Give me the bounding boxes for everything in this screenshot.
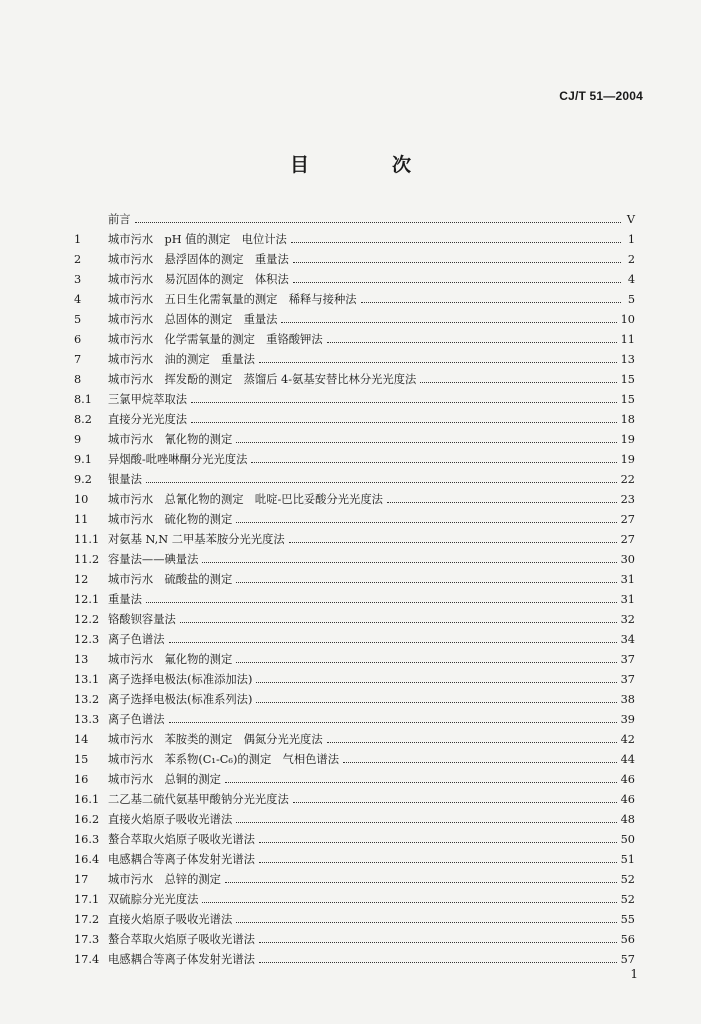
toc-entry bbox=[74, 609, 635, 629]
toc-entry-title: 异烟酸-吡唑啉酮分光光度法 bbox=[108, 453, 248, 466]
toc-entry-page: 42 bbox=[620, 732, 635, 746]
toc-entry bbox=[74, 409, 635, 429]
toc-entry-title: 城市污水 易沉固体的测定 体积法 bbox=[108, 273, 289, 286]
toc-entry-number: 12.2 bbox=[74, 612, 100, 626]
toc-entry-title: 城市污水 总锌的测定 bbox=[108, 873, 221, 886]
toc-entry bbox=[74, 889, 635, 909]
toc-entry-title: 城市污水 苯胺类的测定 偶氮分光光度法 bbox=[108, 733, 323, 746]
toc-entry-page: 4 bbox=[627, 272, 635, 286]
toc-entry bbox=[74, 749, 635, 769]
toc-entry-number: 2 bbox=[74, 252, 82, 266]
toc-leader-dots bbox=[259, 362, 617, 363]
toc-entry bbox=[74, 309, 635, 329]
toc-entry bbox=[74, 269, 635, 289]
toc-entry-number: 1 bbox=[74, 232, 82, 246]
toc-entry-title: 离子选择电极法(标准添加法) bbox=[108, 673, 253, 686]
toc-entry-number: 9 bbox=[74, 432, 82, 446]
toc-entry-title: 离子选择电极法(标准系列法) bbox=[108, 693, 253, 706]
toc-entry bbox=[74, 629, 635, 649]
toc-entry-number: 11.2 bbox=[74, 552, 100, 566]
toc-leader-dots bbox=[259, 962, 617, 963]
toc-entry-page: 22 bbox=[620, 472, 635, 486]
toc-entry-page: 19 bbox=[620, 432, 635, 446]
toc-entry-page: 23 bbox=[620, 492, 635, 506]
toc-entry-number: 7 bbox=[74, 352, 82, 366]
toc-entry-title: 直接分光光度法 bbox=[108, 413, 188, 426]
toc-entry-number: 6 bbox=[74, 332, 82, 346]
toc-entry bbox=[74, 509, 635, 529]
toc-entry-title: 前言 bbox=[108, 213, 131, 226]
toc-leader-dots bbox=[256, 682, 616, 683]
toc-entry bbox=[74, 929, 635, 949]
toc-entry-title: 城市污水 五日生化需氧量的测定 稀释与接种法 bbox=[108, 293, 357, 306]
toc-entry bbox=[74, 329, 635, 349]
toc-entry bbox=[74, 549, 635, 569]
toc-entry-page: 2 bbox=[627, 252, 635, 266]
toc-entry-number: 16.1 bbox=[74, 792, 100, 806]
toc-leader-dots bbox=[225, 882, 617, 883]
page-title: 目 次 bbox=[289, 154, 443, 176]
toc-entry bbox=[74, 369, 635, 389]
toc-leader-dots bbox=[387, 502, 617, 503]
toc-leader-dots bbox=[293, 262, 621, 263]
toc-entry-page: 37 bbox=[620, 672, 635, 686]
toc-entry-number: 4 bbox=[74, 292, 82, 306]
toc-entry-number: 13.3 bbox=[74, 712, 100, 726]
toc-entry-title: 螯合萃取火焰原子吸收光谱法 bbox=[108, 833, 255, 846]
toc-entry-number: 12 bbox=[74, 572, 89, 586]
toc-entry-page: 52 bbox=[620, 892, 635, 906]
toc-entry-title: 城市污水 总固体的测定 重量法 bbox=[108, 313, 278, 326]
toc-entry-page: 18 bbox=[620, 412, 635, 426]
toc-entry-title: 城市污水 挥发酚的测定 蒸馏后 4-氨基安替比林分光光度法 bbox=[108, 373, 417, 386]
toc-leader-dots bbox=[236, 922, 616, 923]
toc-entry-title: 城市污水 氰化物的测定 bbox=[108, 433, 233, 446]
toc-entry-page: 10 bbox=[620, 312, 635, 326]
toc-entry-number: 16 bbox=[74, 772, 89, 786]
page-number: 1 bbox=[630, 967, 638, 981]
toc-entry-title: 二乙基二硫代氨基甲酸钠分光光度法 bbox=[108, 793, 289, 806]
toc-entry bbox=[74, 869, 635, 889]
toc-entry bbox=[74, 389, 635, 409]
toc-entry bbox=[74, 429, 635, 449]
toc-entry-page: 50 bbox=[620, 832, 635, 846]
toc-entry-title: 螯合萃取火焰原子吸收光谱法 bbox=[108, 933, 255, 946]
toc-entry-title: 城市污水 化学需氧量的测定 重铬酸钾法 bbox=[108, 333, 323, 346]
toc-entry-page: 30 bbox=[620, 552, 635, 566]
toc-leader-dots bbox=[202, 562, 616, 563]
toc-entry-title: 重量法 bbox=[108, 593, 142, 606]
toc-entry bbox=[74, 689, 635, 709]
toc-leader-dots bbox=[236, 442, 616, 443]
toc-entry-number: 5 bbox=[74, 312, 82, 326]
standard-code: CJ/T 51—2004 bbox=[559, 89, 643, 103]
toc-entry-title: 城市污水 硫化物的测定 bbox=[108, 513, 233, 526]
toc-leader-dots bbox=[169, 722, 617, 723]
toc-entry bbox=[74, 449, 635, 469]
toc-entry-page: 46 bbox=[620, 792, 635, 806]
toc-entry-page: 15 bbox=[620, 372, 635, 386]
toc-entry-number: 17.1 bbox=[74, 892, 100, 906]
toc-entry-page: 56 bbox=[620, 932, 635, 946]
toc-entry-number: 14 bbox=[74, 732, 89, 746]
toc-entry bbox=[74, 729, 635, 749]
toc-entry-page: 34 bbox=[620, 632, 635, 646]
toc-entry-title: 离子色谱法 bbox=[108, 633, 165, 646]
toc-entry-number: 16.3 bbox=[74, 832, 100, 846]
toc-leader-dots bbox=[236, 582, 616, 583]
toc-leader-dots bbox=[291, 242, 621, 243]
toc-entry-page: 38 bbox=[620, 692, 635, 706]
toc-leader-dots bbox=[293, 802, 617, 803]
toc-entry bbox=[74, 529, 635, 549]
toc-entry bbox=[74, 489, 635, 509]
toc-leader-dots bbox=[191, 422, 617, 423]
toc-entry-page: 51 bbox=[620, 852, 635, 866]
toc-entry bbox=[74, 849, 635, 869]
toc-entry-number: 9.1 bbox=[74, 452, 92, 466]
toc-entry-number: 17 bbox=[74, 872, 89, 886]
toc-entry-title: 城市污水 苯系物(C₁-C₆)的测定 气相色谱法 bbox=[108, 753, 340, 766]
toc-entry bbox=[74, 349, 635, 369]
toc-leader-dots bbox=[146, 482, 617, 483]
toc-entry-page: 39 bbox=[620, 712, 635, 726]
toc-leader-dots bbox=[251, 462, 616, 463]
toc-entry bbox=[74, 649, 635, 669]
toc-entry-title: 电感耦合等离子体发射光谱法 bbox=[108, 953, 255, 966]
toc-leader-dots bbox=[191, 402, 617, 403]
toc-entry-page: 1 bbox=[627, 232, 635, 246]
toc-entry-page: 19 bbox=[620, 452, 635, 466]
toc-entry-number: 17.2 bbox=[74, 912, 100, 926]
toc-entry-number: 8.1 bbox=[74, 392, 92, 406]
toc-entry bbox=[74, 789, 635, 809]
toc-entry-title: 容量法——碘量法 bbox=[108, 553, 199, 566]
toc-entry-page: 32 bbox=[620, 612, 635, 626]
toc-entry-page: 48 bbox=[620, 812, 635, 826]
toc-leader-dots bbox=[281, 322, 616, 323]
toc-entry-number: 11 bbox=[74, 512, 89, 526]
toc-leader-dots bbox=[135, 222, 621, 223]
toc-entry-number: 17.3 bbox=[74, 932, 100, 946]
toc-entry-number: 8 bbox=[74, 372, 82, 386]
toc-entry bbox=[74, 229, 635, 249]
toc-leader-dots bbox=[146, 602, 617, 603]
toc-entry-title: 城市污水 油的测定 重量法 bbox=[108, 353, 255, 366]
toc-entry-page: 37 bbox=[620, 652, 635, 666]
toc-leader-dots bbox=[169, 642, 617, 643]
toc-entry-title: 直接火焰原子吸收光谱法 bbox=[108, 813, 233, 826]
toc-entry-title: 铬酸钡容量法 bbox=[108, 613, 176, 626]
toc-entry-number: 13.2 bbox=[74, 692, 100, 706]
toc-entry-title: 城市污水 氟化物的测定 bbox=[108, 653, 233, 666]
toc-entry-title: 直接火焰原子吸收光谱法 bbox=[108, 913, 233, 926]
toc-entry-title: 城市污水 pH 值的测定 电位计法 bbox=[108, 233, 287, 246]
toc-leader-dots bbox=[256, 702, 616, 703]
toc-leader-dots bbox=[327, 742, 617, 743]
toc-leader-dots bbox=[361, 302, 621, 303]
toc-entry bbox=[74, 209, 635, 229]
toc-entry bbox=[74, 909, 635, 929]
toc-entry-page: 44 bbox=[620, 752, 635, 766]
toc-entry-number: 15 bbox=[74, 752, 89, 766]
toc-entry-title: 城市污水 硫酸盐的测定 bbox=[108, 573, 233, 586]
toc-leader-dots bbox=[420, 382, 616, 383]
toc-entry-page: 27 bbox=[620, 532, 635, 546]
toc-entry bbox=[74, 469, 635, 489]
toc-entry bbox=[74, 569, 635, 589]
toc-entry-number: 8.2 bbox=[74, 412, 92, 426]
toc-entry-page: 46 bbox=[620, 772, 635, 786]
toc-entry-page: 55 bbox=[620, 912, 635, 926]
toc-leader-dots bbox=[236, 662, 616, 663]
toc-leader-dots bbox=[236, 822, 616, 823]
toc-leader-dots bbox=[180, 622, 617, 623]
toc-entry bbox=[74, 669, 635, 689]
toc-entry-title: 离子色谱法 bbox=[108, 713, 165, 726]
toc-entry-title: 三氯甲烷萃取法 bbox=[108, 393, 188, 406]
toc-entry-number: 3 bbox=[74, 272, 82, 286]
toc-entry bbox=[74, 809, 635, 829]
toc-entry-title: 城市污水 悬浮固体的测定 重量法 bbox=[108, 253, 289, 266]
toc-entry bbox=[74, 249, 635, 269]
toc-entry-title: 城市污水 总铜的测定 bbox=[108, 773, 221, 786]
toc-entry-title: 电感耦合等离子体发射光谱法 bbox=[108, 853, 255, 866]
toc-entry bbox=[74, 709, 635, 729]
toc-entry-number: 17.4 bbox=[74, 952, 100, 966]
toc-leader-dots bbox=[259, 842, 617, 843]
toc-entry-title: 双硫腙分光光度法 bbox=[108, 893, 199, 906]
toc-entry-number: 13.1 bbox=[74, 672, 100, 686]
toc-entry-number: 12.1 bbox=[74, 592, 100, 606]
toc-leader-dots bbox=[289, 542, 617, 543]
toc-leader-dots bbox=[259, 942, 617, 943]
toc-entry bbox=[74, 829, 635, 849]
toc-leader-dots bbox=[202, 902, 616, 903]
toc-leader-dots bbox=[259, 862, 617, 863]
toc-entry-title: 对氨基 N,N 二甲基苯胺分光光度法 bbox=[108, 533, 285, 546]
toc-entry-page: 15 bbox=[620, 392, 635, 406]
toc-entry bbox=[74, 949, 635, 969]
toc-entry-page: V bbox=[626, 212, 635, 226]
toc-entry-number: 11.1 bbox=[74, 532, 100, 546]
toc-entry bbox=[74, 289, 635, 309]
toc-entry-title: 银量法 bbox=[108, 473, 142, 486]
toc-entry-number: 12.3 bbox=[74, 632, 100, 646]
toc-entry-page: 5 bbox=[627, 292, 635, 306]
toc-entry-number: 9.2 bbox=[74, 472, 92, 486]
toc-leader-dots bbox=[327, 342, 617, 343]
toc-entry bbox=[74, 589, 635, 609]
toc-entry-number: 10 bbox=[74, 492, 89, 506]
toc-leader-dots bbox=[225, 782, 617, 783]
toc-entry-page: 31 bbox=[620, 572, 635, 586]
toc-entry-page: 31 bbox=[620, 592, 635, 606]
toc-entry-page: 13 bbox=[620, 352, 635, 366]
toc-entry-number: 16.2 bbox=[74, 812, 100, 826]
toc-entry-page: 52 bbox=[620, 872, 635, 886]
toc-entry bbox=[74, 769, 635, 789]
toc-leader-dots bbox=[343, 762, 617, 763]
toc-leader-dots bbox=[236, 522, 616, 523]
toc-entry-page: 11 bbox=[620, 332, 635, 346]
toc-entry-page: 27 bbox=[620, 512, 635, 526]
table-of-contents bbox=[74, 209, 635, 969]
toc-entry-page: 57 bbox=[620, 952, 635, 966]
toc-entry-title: 城市污水 总氰化物的测定 吡啶-巴比妥酸分光光度法 bbox=[108, 493, 383, 506]
toc-leader-dots bbox=[293, 282, 621, 283]
toc-entry-number: 13 bbox=[74, 652, 89, 666]
toc-entry-number: 16.4 bbox=[74, 852, 100, 866]
